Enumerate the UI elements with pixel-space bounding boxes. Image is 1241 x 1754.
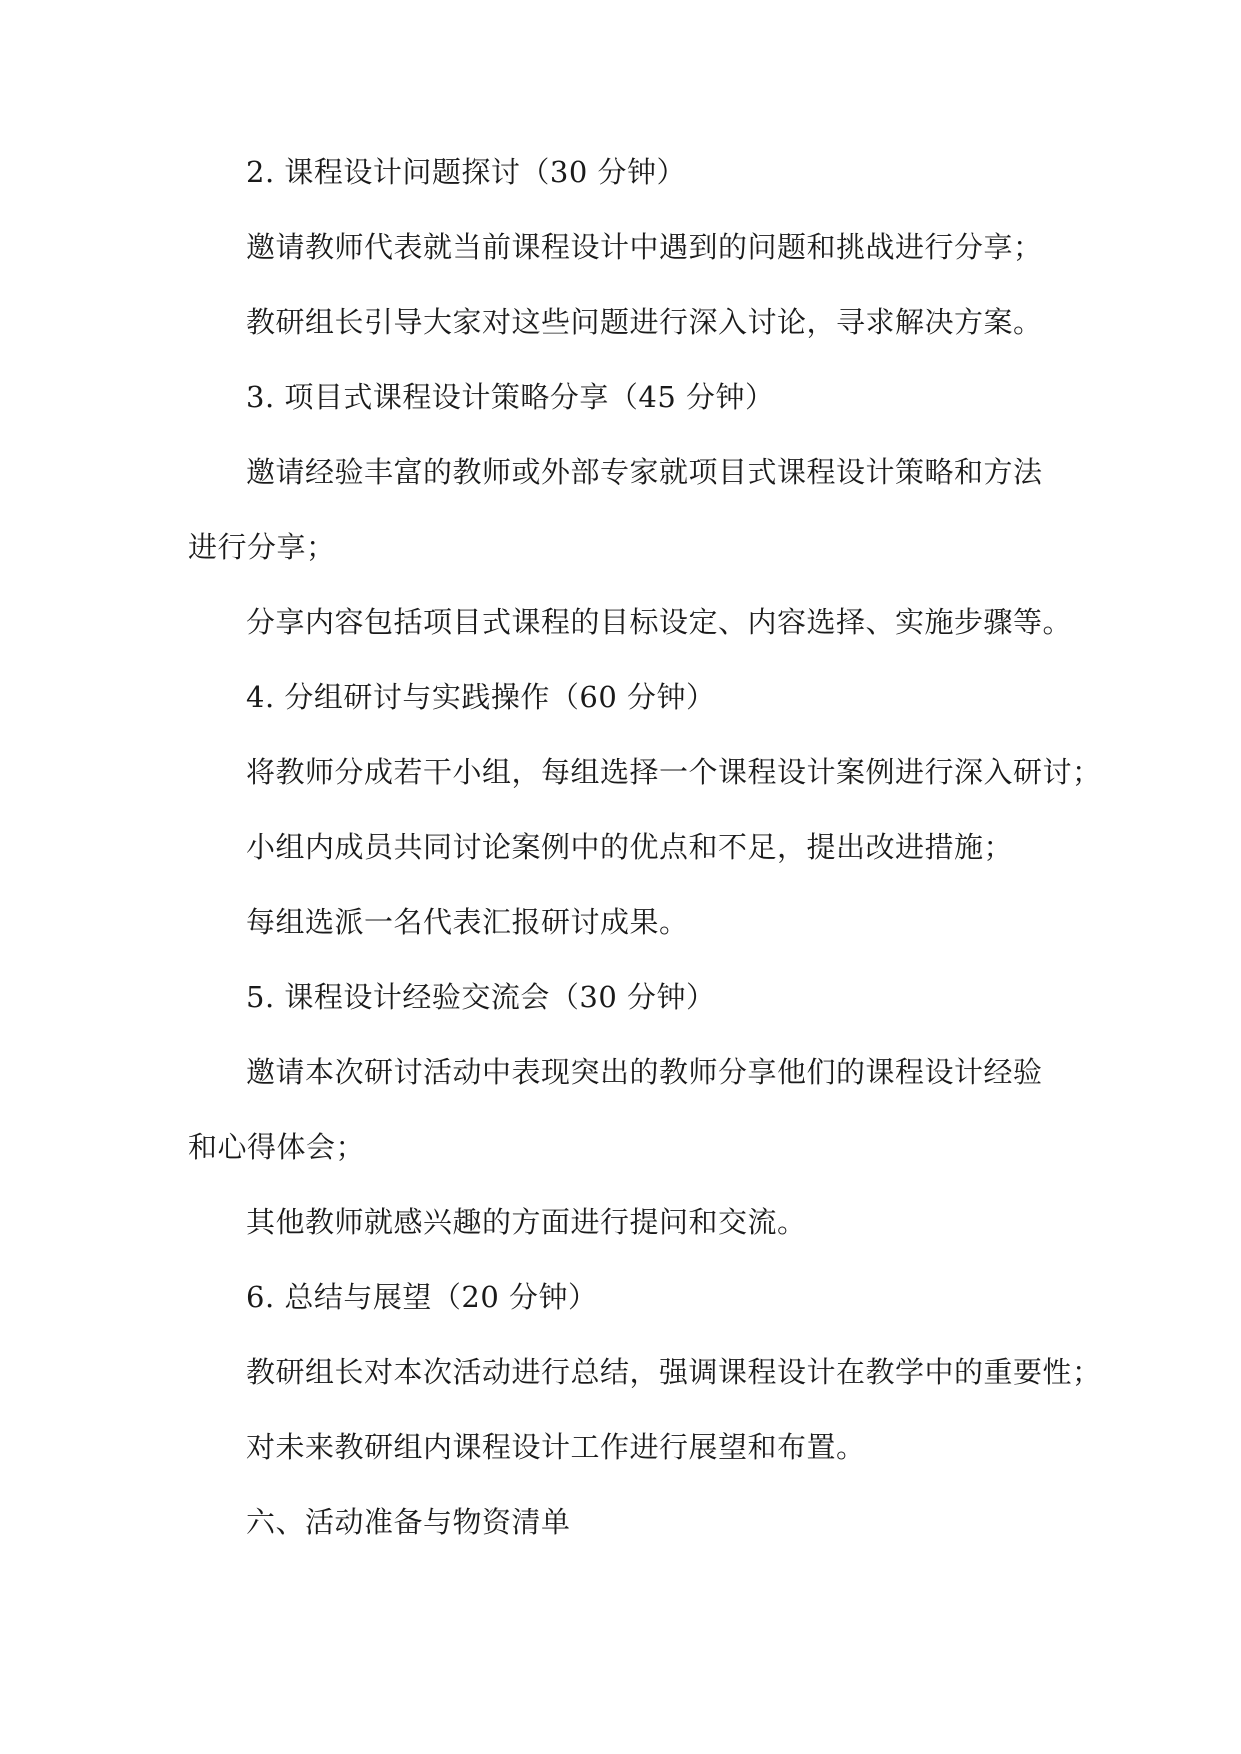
paragraph-line: 分享内容包括项目式课程的目标设定、内容选择、实施步骤等。 [246,605,1073,639]
paragraph-line: 教研组长对本次活动进行总结，强调课程设计在教学中的重要性； [246,1355,1102,1389]
section-heading-2: 2. 课程设计问题探讨（30 分钟） [246,155,687,189]
section-heading-6: 6. 总结与展望（20 分钟） [246,1280,598,1314]
paragraph-line: 每组选派一名代表汇报研讨成果。 [246,905,689,939]
chapter-heading-6: 六、活动准备与物资清单 [246,1505,571,1539]
section-heading-5: 5. 课程设计经验交流会（30 分钟） [246,980,716,1014]
section-heading-4: 4. 分组研讨与实践操作（60 分钟） [246,680,716,714]
paragraph-line: 小组内成员共同讨论案例中的优点和不足，提出改进措施； [246,830,1014,864]
paragraph-line: 邀请教师代表就当前课程设计中遇到的问题和挑战进行分享； [246,230,1043,264]
section-heading-3: 3. 项目式课程设计策略分享（45 分钟） [246,380,775,414]
paragraph-line-continuation: 和心得体会； [188,1130,366,1164]
paragraph-line: 教研组长引导大家对这些问题进行深入讨论，寻求解决方案。 [246,305,1043,339]
paragraph-line: 对未来教研组内课程设计工作进行展望和布置。 [246,1430,866,1464]
paragraph-line: 将教师分成若干小组，每组选择一个课程设计案例进行深入研讨； [246,755,1102,789]
paragraph-line: 其他教师就感兴趣的方面进行提问和交流。 [246,1205,807,1239]
paragraph-line: 邀请本次研讨活动中表现突出的教师分享他们的课程设计经验 [246,1055,1043,1089]
paragraph-line: 邀请经验丰富的教师或外部专家就项目式课程设计策略和方法 [246,455,1043,489]
paragraph-line-continuation: 进行分享； [188,530,336,564]
